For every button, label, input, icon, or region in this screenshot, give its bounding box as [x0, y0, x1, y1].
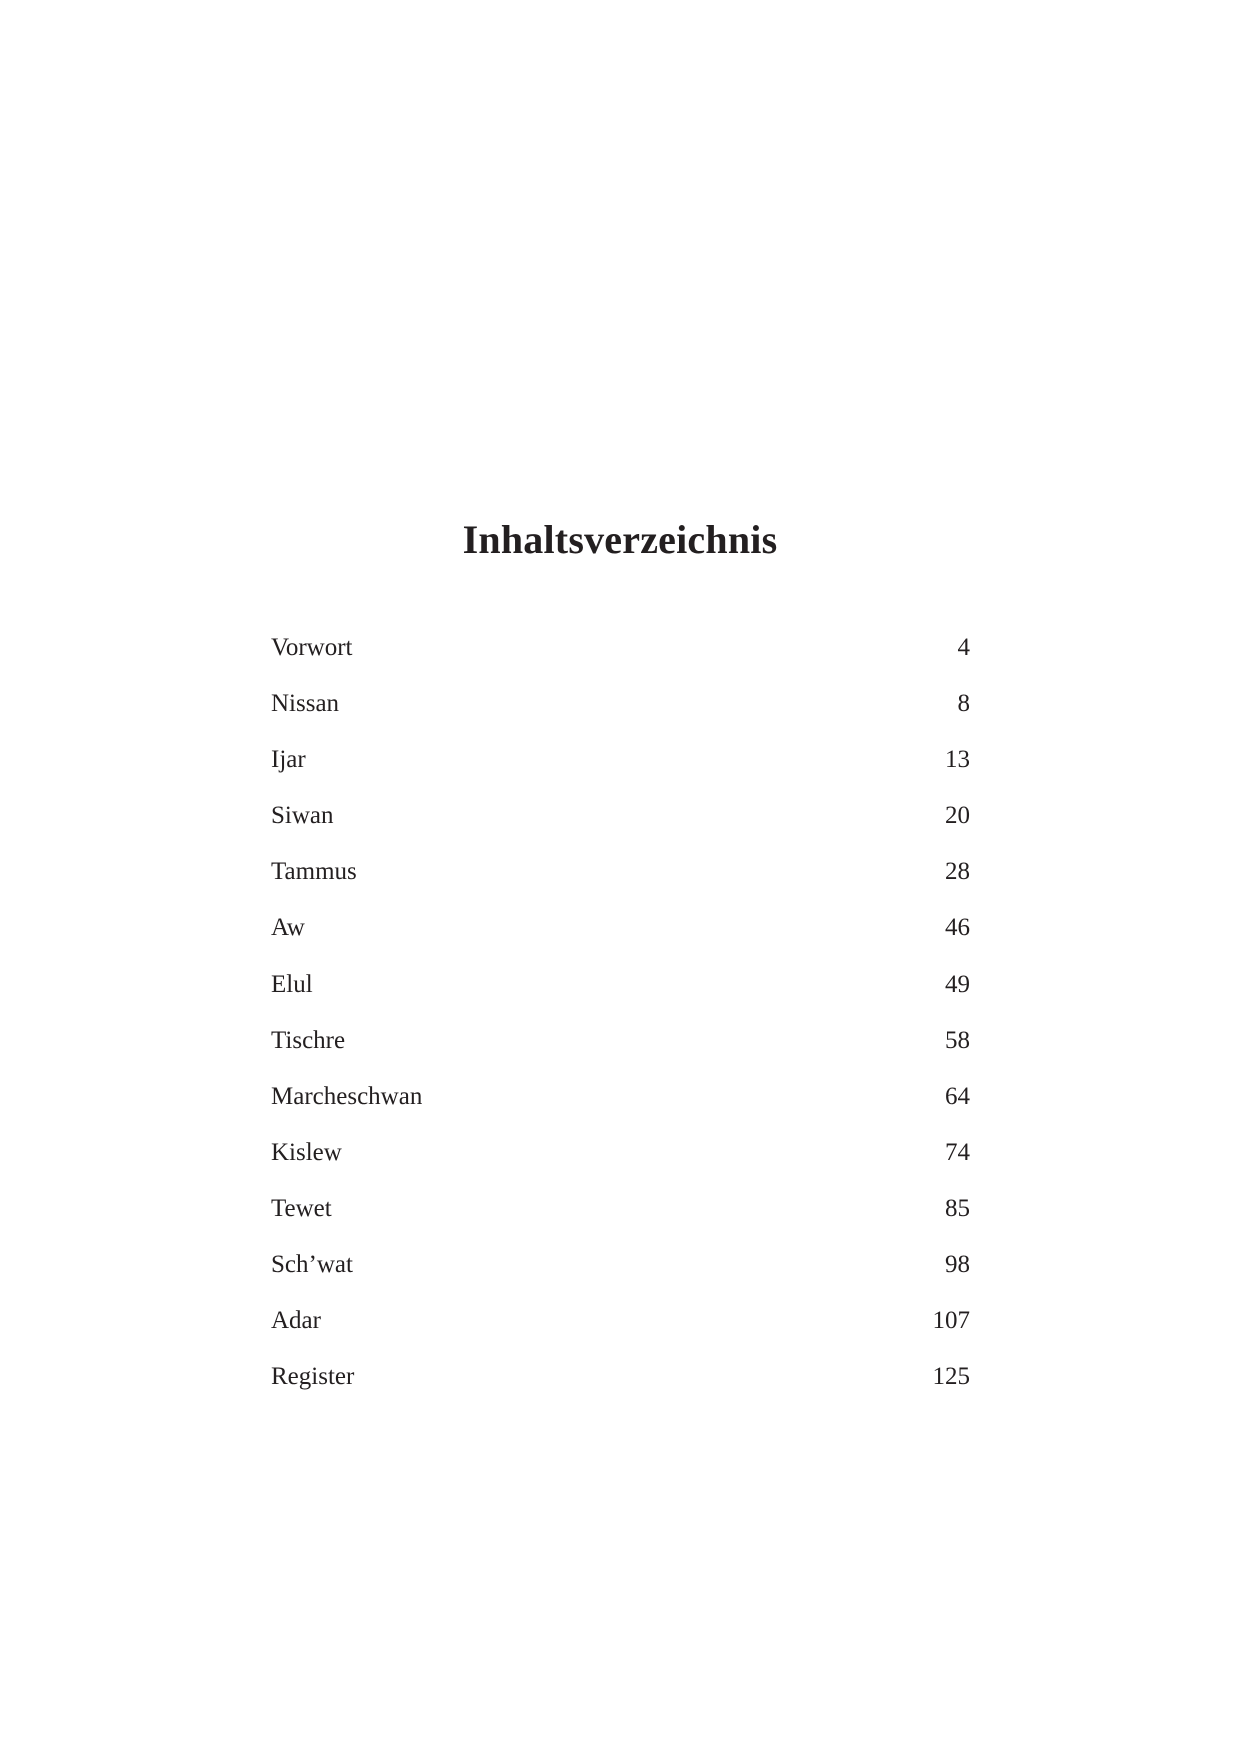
toc-entry-label: Adar: [271, 1307, 321, 1335]
toc-entry-label: Tischre: [271, 1026, 346, 1054]
toc-entry-page-number: 125: [932, 1363, 970, 1391]
toc-entry-label: Siwan: [271, 802, 334, 830]
toc-entry-label: Marcheschwan: [271, 1082, 423, 1110]
toc-entry: [271, 628, 970, 684]
toc-entry: [271, 1133, 970, 1189]
toc-entry-label: Kislew: [271, 1138, 342, 1166]
toc-entry-page-number: 85: [945, 1194, 970, 1222]
toc-entry-label: Vorwort: [271, 634, 353, 661]
toc-entry-label: Tewet: [271, 1194, 332, 1222]
toc-entry: [271, 965, 970, 1021]
toc-entry-label: Elul: [271, 970, 313, 998]
toc-entry-page-number: 46: [945, 914, 970, 942]
toc-entry-page-number: 13: [945, 746, 970, 774]
toc-entry-label: Aw: [271, 914, 305, 942]
toc-entry: [271, 908, 970, 964]
toc-entry-page-number: 4: [957, 634, 970, 661]
toc-entry-page-number: 64: [945, 1082, 970, 1110]
toc-entry-page-number: 49: [945, 970, 970, 998]
toc-entry-page-number: 74: [945, 1138, 970, 1166]
toc-entry-page-number: 107: [932, 1307, 970, 1335]
toc-entry: [271, 1301, 970, 1357]
toc-entry: [271, 796, 970, 852]
toc-entry: [271, 684, 970, 740]
toc-entry: [271, 1077, 970, 1133]
toc-entry-page-number: 58: [945, 1026, 970, 1054]
toc-entry-label: Ijar: [271, 746, 306, 774]
toc-entry-page-number: 8: [957, 690, 970, 718]
toc-entry: [271, 852, 970, 908]
toc-entry: [271, 1021, 970, 1077]
toc-entry: [271, 740, 970, 796]
toc-title: Inhaltsverzeichnis: [462, 517, 778, 562]
toc-entry-label: Tammus: [271, 858, 357, 886]
toc-entry-page-number: 28: [945, 858, 970, 886]
toc-entry-label: Sch’wat: [271, 1251, 353, 1279]
toc-entry-label: Nissan: [271, 690, 340, 718]
toc-list: [271, 628, 970, 1413]
toc-entry: [271, 1357, 970, 1413]
toc-entry-page-number: 20: [945, 802, 970, 830]
toc-entry-label: Register: [271, 1363, 355, 1391]
toc-entry: [271, 1189, 970, 1245]
toc-entry-page-number: 98: [945, 1251, 970, 1279]
toc-entry: [271, 1245, 970, 1301]
